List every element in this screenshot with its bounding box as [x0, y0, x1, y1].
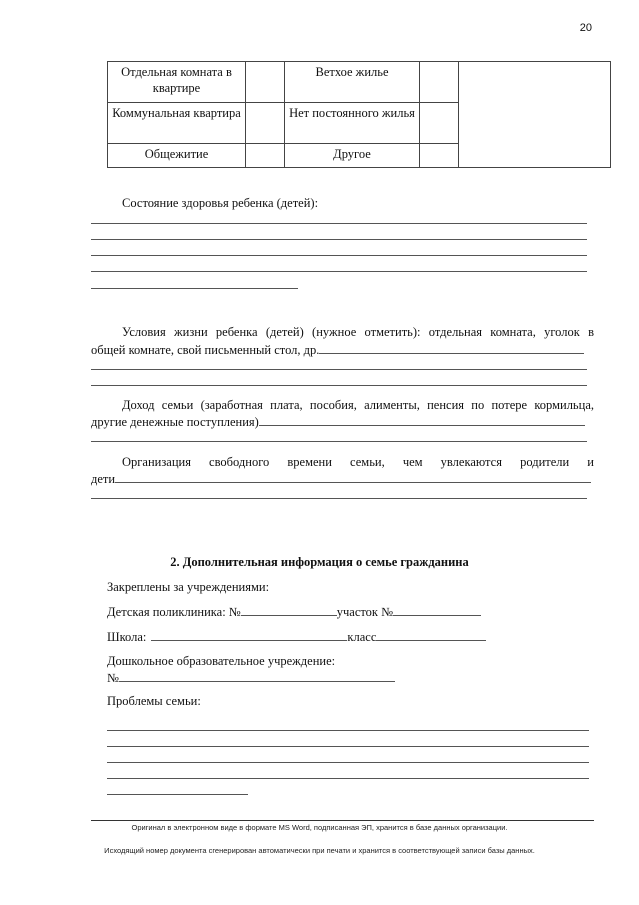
- problems-line[interactable]: [107, 794, 248, 795]
- income-line[interactable]: [91, 441, 587, 442]
- housing-option-label: Отдельная комната в квартире: [108, 62, 246, 103]
- health-line[interactable]: [91, 271, 587, 272]
- footer-note-2: Исходящий номер документа сгенерирован автоматически при печати и хранится в соответствующей записи базы данных.: [104, 846, 535, 855]
- living-conditions-line[interactable]: [91, 369, 587, 370]
- clinic-number-field[interactable]: [241, 603, 337, 616]
- housing-option-checkbox[interactable]: [420, 62, 459, 103]
- health-line[interactable]: [91, 223, 587, 224]
- housing-option-checkbox[interactable]: [246, 62, 285, 103]
- housing-option-checkbox[interactable]: [246, 103, 285, 144]
- problems-line[interactable]: [107, 746, 589, 747]
- clinic-district-label: участок №: [336, 605, 394, 619]
- clinic-district-field[interactable]: [393, 603, 481, 616]
- housing-notes-cell[interactable]: [459, 62, 611, 168]
- school-row: [107, 628, 486, 645]
- health-line[interactable]: [91, 239, 587, 240]
- school-field[interactable]: [151, 628, 347, 641]
- leisure-field[interactable]: [115, 470, 591, 483]
- income-label: другие денежные поступления): [91, 415, 259, 429]
- income-field[interactable]: [259, 413, 585, 426]
- preschool-row: [107, 669, 395, 686]
- housing-option-checkbox[interactable]: [420, 103, 459, 144]
- living-conditions-label: общей комнате, свой письменный стол, др.: [91, 343, 320, 357]
- footer-note-1: Оригинал в электронном виде в формате MS Word, подписанная ЭП, хранится в базе данных организации.: [131, 823, 508, 832]
- housing-type-table: [107, 61, 611, 168]
- housing-option-label: Коммунальная квартира: [108, 103, 246, 144]
- school-label: Школа:: [107, 630, 147, 644]
- preschool-label: Дошкольное образовательное учреждение:: [107, 654, 336, 668]
- preschool-field[interactable]: [119, 669, 395, 682]
- assigned-label: Закреплены за учреждениями:: [107, 580, 270, 594]
- living-conditions-line1: Условия жизни ребенка (детей) (нужное отметить): отдельная комната, уголок в: [122, 325, 594, 339]
- problems-line[interactable]: [107, 730, 589, 731]
- leisure-line1: Организация свободного времени семьи, чем увлекаются родители и: [122, 455, 594, 469]
- leisure-label: дети: [91, 472, 116, 486]
- section-2-heading: 2. Дополнительная информация о семье гражданина: [170, 555, 469, 569]
- health-line[interactable]: [91, 255, 587, 256]
- problems-line[interactable]: [107, 778, 589, 779]
- housing-option-label: Нет постоянного жилья: [285, 103, 420, 144]
- leisure-line2: [91, 470, 591, 487]
- preschool-number-label: №: [107, 671, 119, 685]
- school-class-field[interactable]: [376, 628, 486, 641]
- housing-option-label: Ветхое жилье: [285, 62, 420, 103]
- income-line2: [91, 413, 585, 430]
- page-number: 20: [579, 22, 592, 34]
- problems-label: Проблемы семьи:: [107, 694, 201, 708]
- living-conditions-line[interactable]: [91, 385, 587, 386]
- leisure-line[interactable]: [91, 498, 587, 499]
- clinic-row: [107, 603, 481, 620]
- living-conditions-field[interactable]: [319, 341, 584, 354]
- housing-option-checkbox[interactable]: [246, 144, 285, 168]
- housing-option-label: Другое: [285, 144, 420, 168]
- housing-option-label: Общежитие: [108, 144, 246, 168]
- income-line1: Доход семьи (заработная плата, пособия, алименты, пенсия по потере кормильца,: [122, 398, 594, 412]
- health-line[interactable]: [91, 288, 298, 289]
- school-class-label: класс: [347, 630, 377, 644]
- footer-separator: [91, 820, 594, 821]
- clinic-label: Детская поликлиника: №: [107, 605, 241, 619]
- problems-line[interactable]: [107, 762, 589, 763]
- health-label: Состояние здоровья ребенка (детей):: [122, 196, 319, 210]
- housing-option-checkbox[interactable]: [420, 144, 459, 168]
- living-conditions-line2: [91, 341, 584, 358]
